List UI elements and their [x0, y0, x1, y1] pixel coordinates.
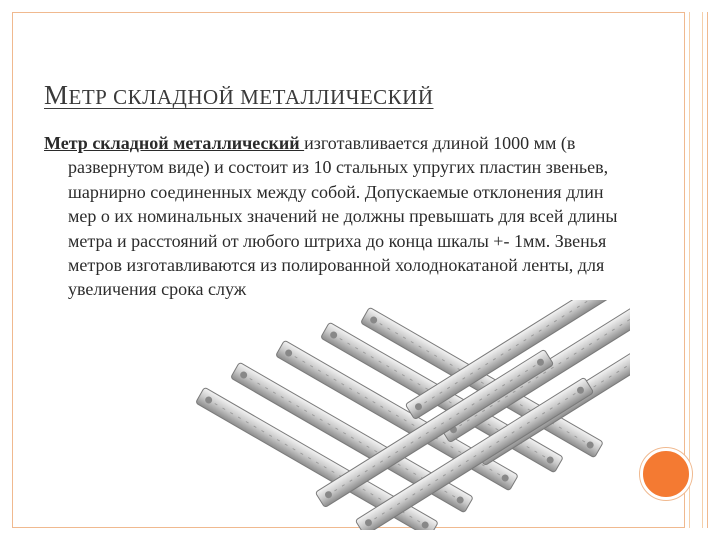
- ruler-segments: [196, 300, 631, 530]
- body-paragraph: [44, 131, 629, 302]
- body-text: изготавливается длиной 1000 мм (в развернутом виде) и состоит из 10 стальных упругих пластин звеньев, шарнирно соединенных между собой. Допускаемые отклонения длин мер о их номинальных значений не должны превышать для всей длины метра и расстояний от любого штриха до конца шкалы +- 1мм. Звенья метров изготавливаются из полированной холоднокатаной ленты, для увеличения срока служ: [68, 133, 618, 300]
- side-band: [684, 12, 708, 528]
- folding-ruler-image: [160, 300, 630, 530]
- lead-term: Метр складной металлический: [44, 133, 305, 153]
- decorative-circle: [640, 448, 692, 500]
- slide-body: [44, 131, 629, 302]
- slide-title: МЕТР СКЛАДНОЙ МЕТАЛЛИЧЕСКИЙ: [44, 80, 434, 110]
